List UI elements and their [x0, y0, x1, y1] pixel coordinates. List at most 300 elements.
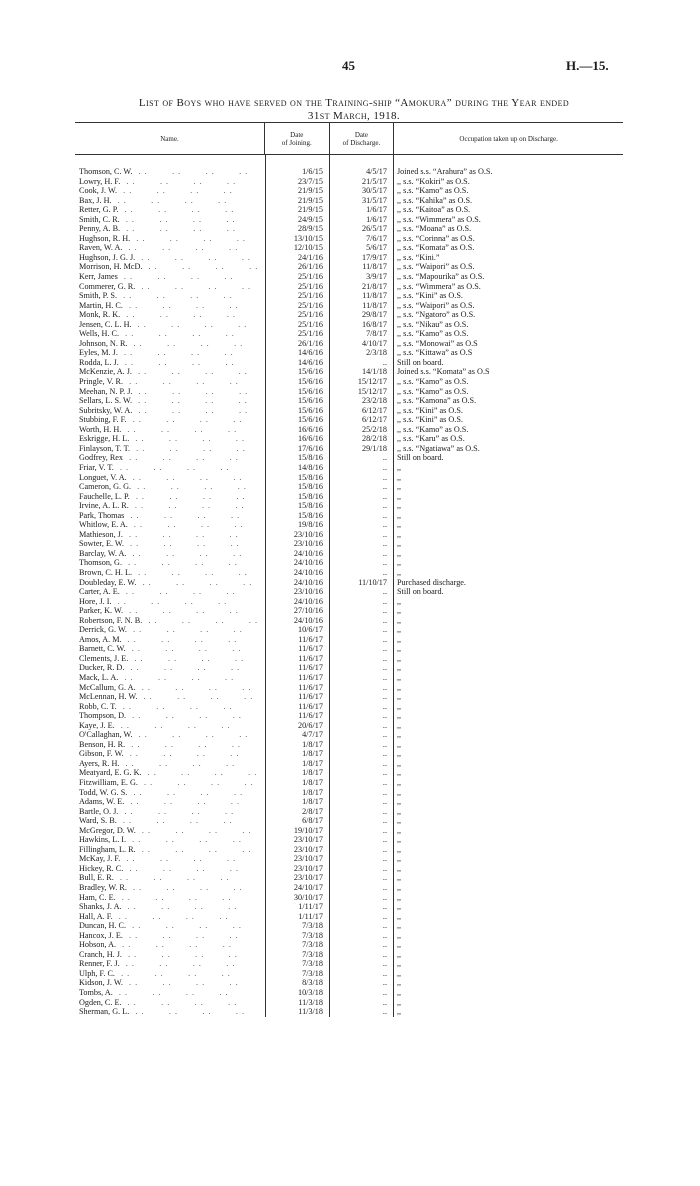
date-joining: 11/6/17: [298, 701, 323, 711]
occupation: ,,: [397, 816, 402, 826]
occupation: ,, s.s. “Nikau” as O.S.: [397, 319, 469, 329]
table-row: [75, 578, 623, 588]
occupation: ,, s.s. “Ngatiawa” as O.S.: [397, 443, 480, 453]
boy-name-text: Bartle, O. J.: [79, 806, 119, 816]
date-discharge: ..: [382, 644, 387, 654]
boy-name: [75, 778, 265, 788]
date-discharge: 7/8/17: [366, 329, 387, 339]
date-joining: 21/9/15: [297, 205, 323, 215]
boy-name: [75, 387, 265, 397]
leader-dots: . . . . . . . .: [118, 357, 235, 367]
leader-dots: . . . . . . . .: [115, 892, 232, 902]
header-date-discharge: Date of Discharge.: [329, 123, 394, 154]
date-joining: 7/3/18: [302, 921, 323, 931]
table-row: [75, 539, 623, 549]
boy-name: [75, 635, 265, 645]
date-discharge: ..: [382, 978, 387, 988]
header-date-joining: Date of Joining.: [264, 123, 329, 154]
boy-name-text: Derrick, G. W.: [79, 625, 127, 635]
boy-name: [75, 177, 265, 187]
date-discharge: ..: [382, 797, 387, 807]
occupation: ,, s.s. “Waipori” as O.S.: [397, 262, 475, 272]
date-discharge: ..: [382, 501, 387, 511]
leader-dots: . . . . . . . .: [127, 338, 244, 348]
boy-name: [75, 873, 265, 883]
leader-dots: . . . . . . . .: [120, 310, 236, 320]
date-discharge: ..: [382, 968, 387, 978]
occupation: ,,: [397, 462, 402, 472]
date-joining: 24/9/15: [297, 214, 323, 224]
date-discharge: ..: [382, 558, 387, 568]
leader-dots: . . . . . . . .: [132, 386, 249, 396]
boy-name-text: Ham, C. E.: [79, 892, 116, 902]
date-discharge: ..: [382, 596, 387, 606]
boy-name: [75, 339, 265, 349]
boy-name-text: Renner, F. J.: [79, 959, 120, 969]
leader-dots: . . . . . . . .: [126, 883, 243, 893]
boy-name-text: Hughson, J. G. J.: [79, 252, 136, 262]
table-row: [75, 329, 623, 339]
table-header: [75, 123, 623, 154]
leader-dots: . . . . . . . .: [130, 443, 246, 453]
date-joining: 23/10/17: [293, 873, 323, 883]
date-joining: 26/1/16: [297, 262, 323, 272]
boy-name: [75, 234, 265, 244]
date-discharge: ..: [382, 615, 387, 625]
boy-name-text: Smith, P. S.: [79, 291, 117, 301]
date-discharge: ..: [382, 453, 387, 463]
leader-dots: . . . . . . . .: [142, 262, 259, 272]
occupation: ,,: [397, 968, 402, 978]
occupation: ,, s.s. “Kamo” as O.S.: [397, 377, 469, 387]
boy-name: [75, 893, 265, 903]
occupation: ,, s.s. “Monowai” as O.S: [397, 338, 478, 348]
table-row: [75, 186, 623, 196]
occupation: ,,: [397, 672, 402, 682]
date-joining: 25/1/16: [297, 281, 323, 291]
occupation: ,, s.s. “Kamo” as O.S.: [397, 329, 469, 339]
boy-name: [75, 702, 265, 712]
table-row: [75, 205, 623, 215]
occupation: ,,: [397, 749, 402, 759]
occupation: ,,: [397, 806, 402, 816]
date-discharge: ..: [382, 883, 387, 893]
leader-dots: . . . . . . . .: [111, 195, 228, 205]
date-joining: 23/10/17: [293, 835, 323, 845]
leader-dots: . . . . . . . .: [119, 587, 236, 597]
date-discharge: 7/6/17: [366, 233, 387, 243]
boy-name: [75, 730, 265, 740]
boy-name: [75, 348, 265, 358]
occupation: ,, s.s. “Waipori” as O.S.: [397, 300, 475, 310]
date-joining: 15/6/16: [297, 405, 323, 415]
date-discharge: 2/3/18: [366, 348, 387, 358]
boy-name-text: O'Callaghan, W.: [79, 730, 133, 740]
date-discharge: ..: [382, 606, 387, 616]
date-discharge: ..: [382, 873, 387, 883]
title-line-2: 31st March, 1918.: [307, 110, 401, 122]
occupation: ,, s.s. “Wimmera” as O.S.: [397, 281, 481, 291]
boy-name: [75, 253, 265, 263]
date-joining: 19/8/16: [297, 520, 323, 530]
leader-dots: . . . . . . . .: [121, 634, 238, 644]
date-discharge: 6/12/17: [361, 415, 387, 425]
boy-name: [75, 310, 265, 320]
table-row: [75, 969, 623, 979]
boy-name-text: Cook, J. W.: [79, 186, 117, 196]
leader-dots: . . . . . . . .: [117, 291, 233, 301]
leader-dots: . . . . . . . .: [126, 921, 242, 931]
table-row: [75, 501, 623, 511]
boy-name: [75, 358, 265, 368]
boy-name: [75, 845, 265, 855]
table-row: [75, 367, 623, 377]
header-occupation: Occupation taken up on Discharge.: [393, 123, 623, 154]
occupation: ,,: [397, 682, 402, 692]
date-joining: 16/6/16: [297, 424, 323, 434]
occupation: ,, s.s. “Moana” as O.S.: [397, 224, 472, 234]
date-joining: 21/9/15: [297, 195, 323, 205]
table-row: [75, 988, 623, 998]
date-joining: 7/3/18: [302, 968, 323, 978]
leader-dots: . . . . . . . .: [127, 787, 244, 797]
boy-name-text: Monk, R. K.: [79, 310, 121, 320]
leader-dots: . . . . . . . .: [118, 806, 235, 816]
leader-dots: . . . . . . . .: [114, 968, 231, 978]
boy-name-text: Lowry, H. F.: [79, 176, 121, 186]
occupation: ,,: [397, 625, 402, 635]
boy-name-text: Mathieson, J.: [79, 529, 123, 539]
occupation: ,,: [397, 911, 402, 921]
leader-dots: . . . . . . . .: [114, 720, 231, 730]
occupation: ,, s.s. “Kini” as O.S.: [397, 405, 463, 415]
date-joining: 10/6/17: [297, 625, 323, 635]
date-discharge: ..: [382, 520, 387, 530]
table-row: [75, 797, 623, 807]
occupation: ,, s.s. “Kini” as O.S.: [397, 415, 463, 425]
occupation: ,, s.s. “Mapourika” as O.S.: [397, 272, 485, 282]
occupation: Purchased discharge.: [397, 577, 466, 587]
date-joining: 11/3/18: [298, 1007, 323, 1017]
date-discharge: 11/8/17: [362, 291, 387, 301]
table-row: [75, 387, 623, 397]
boy-name-text: Friar, V. T.: [79, 462, 114, 472]
table-row: [75, 864, 623, 874]
table-row: [75, 215, 623, 225]
date-discharge: ..: [382, 988, 387, 998]
date-discharge: ..: [382, 949, 387, 959]
leader-dots: . . . . . . . .: [135, 825, 252, 835]
table-row: [75, 234, 623, 244]
boy-name: [75, 167, 265, 177]
occupation: ,, s.s. “Corinna” as O.S.: [397, 233, 475, 243]
boy-name: [75, 215, 265, 225]
leader-dots: . . . . . . . .: [137, 692, 254, 702]
date-discharge: ..: [382, 816, 387, 826]
date-discharge: 11/8/17: [362, 300, 387, 310]
leader-dots: . . . . . . . .: [128, 501, 245, 511]
boy-name-text: Kerr, James: [79, 272, 118, 282]
boy-name: [75, 329, 265, 339]
boy-name-text: Jensen, C. L. H.: [79, 319, 132, 329]
table-row: [75, 453, 623, 463]
boy-name-text: Thompson, D.: [79, 711, 127, 721]
boy-name: [75, 463, 265, 473]
date-discharge: ..: [382, 720, 387, 730]
table-row: [75, 807, 623, 817]
boy-name-text: Meatyard, E. G. K.: [79, 768, 142, 778]
leader-dots: . . . . . . . .: [137, 778, 254, 787]
date-discharge: 4/10/17: [361, 338, 387, 348]
boy-name: [75, 196, 265, 206]
date-discharge: ..: [382, 539, 387, 549]
date-discharge: ..: [382, 510, 387, 520]
boy-name: [75, 616, 265, 626]
table-row: [75, 310, 623, 320]
table-row: [75, 587, 623, 597]
boy-name: [75, 186, 265, 196]
table-row: [75, 902, 623, 912]
date-discharge: 30/5/17: [361, 186, 387, 196]
boy-name: [75, 807, 265, 817]
date-discharge: ..: [382, 653, 387, 663]
occupation: ,,: [397, 644, 402, 654]
boy-name: [75, 444, 265, 454]
date-discharge: ..: [382, 758, 387, 768]
date-joining: 11/6/17: [298, 644, 323, 654]
date-discharge: ..: [382, 768, 387, 778]
boy-name-text: Barnett, C. W.: [79, 644, 126, 654]
date-discharge: 3/9/17: [366, 272, 387, 282]
boy-name: [75, 549, 265, 559]
boy-name-text: Cranch, H. J.: [79, 949, 122, 959]
date-joining: 24/10/16: [293, 615, 323, 625]
date-joining: 15/8/16: [297, 482, 323, 492]
table-row: [75, 425, 623, 435]
leader-dots: . . . . . . . .: [135, 844, 252, 854]
leader-dots: . . . . . . . .: [116, 816, 233, 826]
boy-name-text: McKenzie, A. J.: [79, 367, 132, 377]
date-discharge: ..: [382, 959, 387, 969]
boy-name: [75, 864, 265, 874]
date-joining: 11/6/17: [298, 682, 323, 692]
date-discharge: ..: [382, 911, 387, 921]
leader-dots: . . . . . . . .: [131, 367, 248, 377]
occupation: ,, s.s. “Kaitoa” as O.S.: [397, 205, 471, 215]
occupation: ,,: [397, 510, 402, 520]
boy-name: [75, 520, 265, 530]
table-row: [75, 759, 623, 769]
leader-dots: . . . . . . . .: [123, 749, 240, 759]
date-discharge: 29/1/18: [361, 443, 387, 453]
occupation: ,,: [397, 482, 402, 492]
occupation: Still on board.: [397, 453, 444, 463]
boy-name: [75, 415, 265, 425]
boy-name: [75, 969, 265, 979]
leader-dots: . . . . . . . .: [126, 835, 242, 845]
table-row: [75, 377, 623, 387]
boy-name-text: Gibson, F. W.: [79, 749, 124, 759]
date-discharge: ..: [382, 778, 387, 787]
date-joining: 1/8/17: [302, 739, 323, 749]
boy-name: [75, 377, 265, 387]
leader-dots: . . . . . . . .: [113, 462, 230, 472]
date-joining: 24/10/16: [293, 596, 323, 606]
date-joining: 24/1/16: [297, 252, 323, 262]
boy-name-text: Mack, L. A.: [79, 672, 119, 682]
leader-dots: . . . . . . . .: [126, 472, 243, 482]
boy-name: [75, 434, 265, 444]
boy-name-text: Meehan, N. P. J.: [79, 386, 133, 396]
occupation: ,,: [397, 844, 402, 854]
date-joining: 16/6/16: [297, 434, 323, 444]
leader-dots: . . . . . . . .: [121, 997, 238, 1007]
boy-name: [75, 788, 265, 798]
table-row: [75, 406, 623, 416]
date-joining: 15/6/16: [297, 396, 323, 406]
boy-name-text: Eyles, M. J.: [79, 348, 118, 358]
table-row: [75, 721, 623, 731]
date-joining: 15/6/16: [297, 367, 323, 377]
boy-name-text: Thomson, C. W.: [79, 167, 133, 176]
boy-name-text: Adams, W. E.: [79, 797, 125, 807]
date-joining: 24/10/16: [293, 558, 323, 568]
leader-dots: . . . . . . . .: [121, 902, 238, 912]
leader-dots: . . . . . . . .: [125, 644, 242, 654]
boy-name: [75, 205, 265, 215]
table-row: [75, 826, 623, 836]
occupation: ,,: [397, 949, 402, 959]
occupation: ,,: [397, 787, 402, 797]
boy-name-text: Longuet, V. A.: [79, 472, 127, 482]
boy-name: [75, 768, 265, 778]
leader-dots: . . . . . . . .: [132, 396, 248, 406]
date-joining: 30/10/17: [293, 892, 323, 902]
occupation: ,,: [397, 558, 402, 568]
table-row: [75, 568, 623, 578]
boy-name-text: Kaye, J. E.: [79, 720, 115, 730]
leader-dots: . . . . . . . .: [118, 205, 235, 215]
boy-name: [75, 558, 265, 568]
boy-name: [75, 816, 265, 826]
occupation: ,,: [397, 548, 402, 558]
occupation: ,,: [397, 501, 402, 511]
boy-name: [75, 663, 265, 673]
date-joining: 11/6/17: [298, 663, 323, 673]
table-row: [75, 931, 623, 941]
date-discharge: ..: [382, 749, 387, 759]
occupation: ,,: [397, 520, 402, 530]
occupation: ,, s.s. “Kamo” as O.S.: [397, 424, 469, 434]
table-row: [75, 940, 623, 950]
date-discharge: ..: [382, 491, 387, 501]
table-row: [75, 434, 623, 444]
leader-dots: . . . . . . . .: [129, 491, 246, 501]
date-joining: 1/6/15: [302, 167, 323, 176]
occupation: ,,: [397, 978, 402, 988]
table-row: [75, 558, 623, 568]
boy-name: [75, 912, 265, 922]
date-discharge: ..: [382, 730, 387, 740]
occupation: ,, s.s. “Ngatoro” as O.S.: [397, 310, 476, 320]
occupation: ,, s.s. “Kamo” as O.S.: [397, 386, 469, 396]
header-name: Name.: [160, 134, 179, 143]
boy-name-text: Hall, A. F.: [79, 911, 113, 921]
date-discharge: 4/5/17: [366, 167, 387, 176]
boy-name: [75, 721, 265, 731]
occupation: Still on board.: [397, 357, 444, 367]
boy-name-text: Ulph, F. C.: [79, 968, 115, 978]
table-row: [75, 282, 623, 292]
table-row: [75, 673, 623, 683]
boy-name-text: Cameron, G. G.: [79, 482, 132, 492]
table-row: [75, 301, 623, 311]
boy-name: [75, 931, 265, 941]
date-discharge: 31/5/17: [361, 195, 387, 205]
boy-name: [75, 367, 265, 377]
date-joining: 6/8/17: [302, 816, 323, 826]
leader-dots: . . . . . . . .: [141, 768, 258, 778]
boy-name: [75, 501, 265, 511]
boy-name: [75, 224, 265, 234]
boy-name-text: Eskrigge, H. L.: [79, 434, 130, 444]
date-joining: 1/8/17: [302, 758, 323, 768]
leader-dots: . . . . . . . .: [135, 252, 251, 262]
table-row: [75, 177, 623, 187]
table-row: [75, 654, 623, 664]
date-discharge: 6/12/17: [361, 405, 387, 415]
date-discharge: 17/9/17: [361, 252, 387, 262]
occupation: ,,: [397, 758, 402, 768]
boy-name-text: Duncan, H. C.: [79, 921, 127, 931]
boy-name-text: Ward, S. B.: [79, 816, 117, 826]
leader-dots: . . . . . . . .: [123, 863, 240, 873]
boy-name: [75, 683, 265, 693]
date-discharge: 21/8/17: [361, 281, 387, 291]
table-row: [75, 883, 623, 893]
table-row: [75, 243, 623, 253]
date-joining: 27/10/16: [293, 606, 323, 616]
date-joining: 13/10/15: [293, 233, 323, 243]
table-row: [75, 320, 623, 330]
table-row: [75, 625, 623, 635]
date-discharge: ..: [382, 902, 387, 912]
occupation: ,,: [397, 959, 402, 969]
date-joining: 1/8/17: [302, 768, 323, 778]
document-title: [80, 97, 628, 123]
boy-name: [75, 568, 265, 578]
table-row: [75, 702, 623, 712]
boy-name-text: Clements, J. E.: [79, 653, 129, 663]
boy-name-text: Sherman, G. L.: [79, 1007, 130, 1017]
date-discharge: ..: [382, 1007, 387, 1017]
occupation: ,,: [397, 940, 402, 950]
boy-name: [75, 978, 265, 988]
boy-name-text: Hughson, R. H.: [79, 233, 131, 243]
date-discharge: 14/1/18: [361, 367, 387, 377]
leader-dots: . . . . . . . .: [121, 558, 238, 568]
occupation: ,, s.s. “Komata” as O.S.: [397, 243, 475, 253]
table-row: [75, 196, 623, 206]
date-discharge: 28/2/18: [361, 434, 387, 444]
date-joining: 1/8/17: [302, 797, 323, 807]
occupation: ,,: [397, 692, 402, 702]
boy-name: [75, 998, 265, 1008]
boy-name: [75, 425, 265, 435]
occupation: Still on board.: [397, 587, 444, 597]
boy-name: [75, 902, 265, 912]
table-row: [75, 683, 623, 693]
